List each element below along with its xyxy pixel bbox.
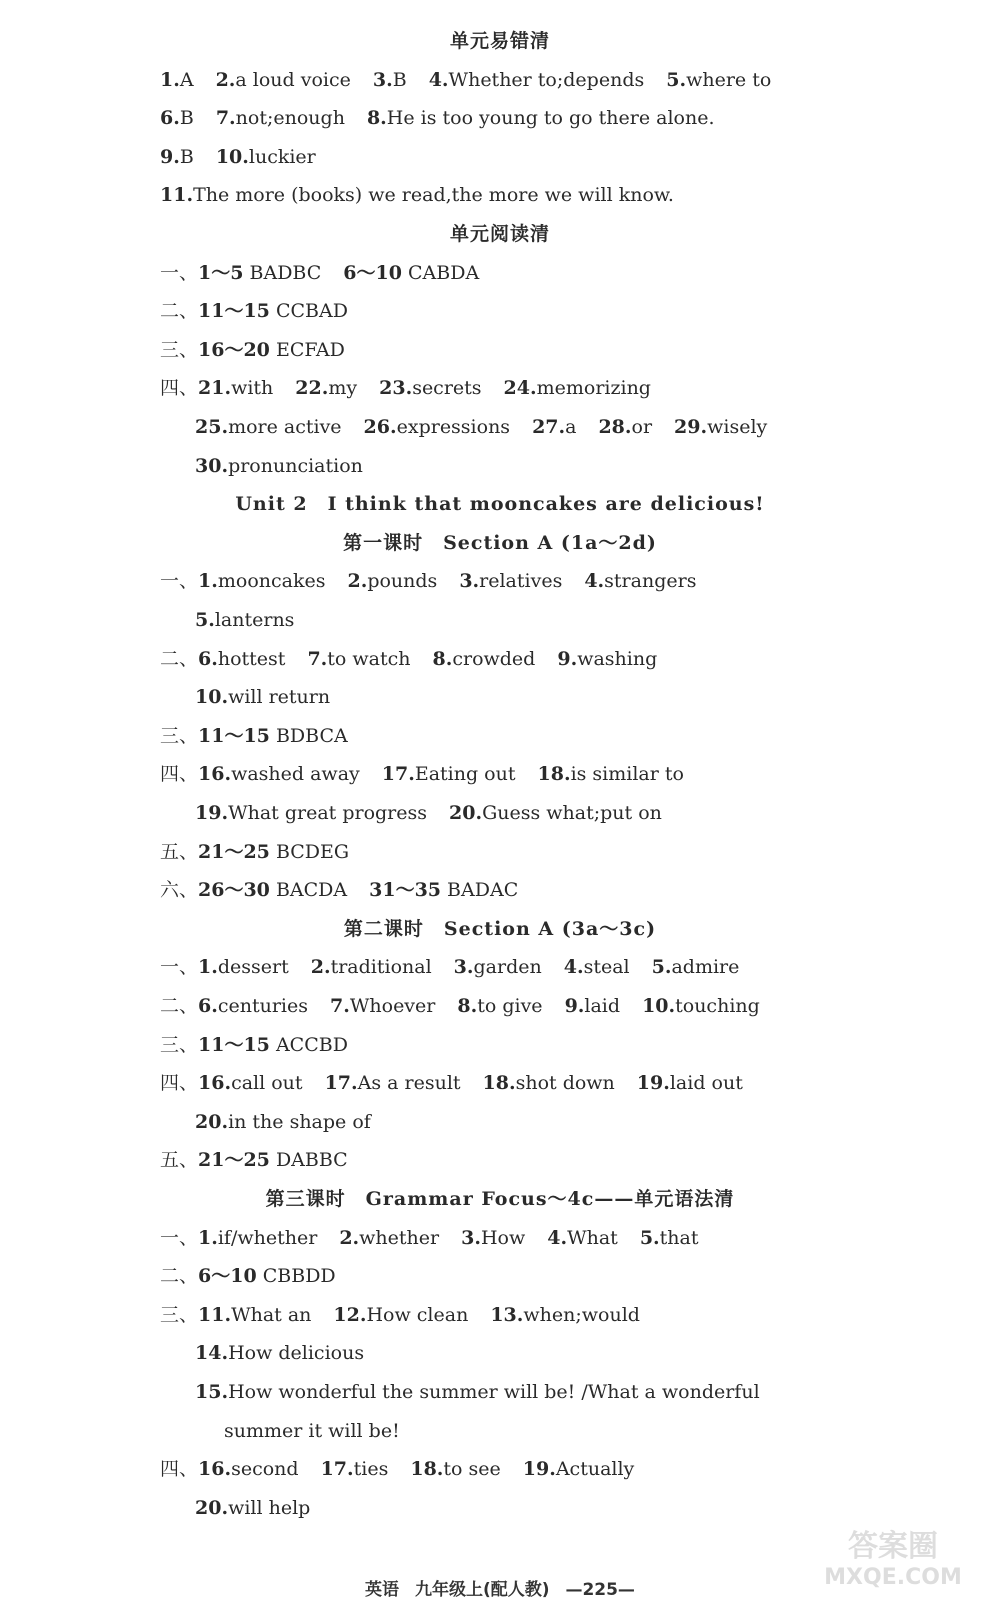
question-number: 18. [482,1072,516,1095]
question-number: 21～25 [198,1149,270,1172]
watermark-cn-text: 答案圈 [848,1529,938,1564]
question-group-prefix: 一、 [160,956,199,979]
answer-text: call out [231,1072,303,1095]
question-number: 4. [563,956,584,979]
question-number: 17. [381,763,415,786]
answer-line [160,644,1000,674]
answer-line [195,682,1000,712]
answer-text: How delicious [228,1342,365,1365]
answer-text: wisely [707,416,768,438]
answer-text: touching [675,995,760,1017]
answer-item [369,875,518,905]
question-group-prefix: 二、 [160,1265,199,1288]
question-number: 9. [160,145,180,168]
question-number: 26. [363,416,397,438]
question-group-prefix: 二、 [160,300,199,323]
answer-text: whether [359,1226,440,1249]
answer-item [198,373,273,403]
question-number: 2. [215,68,236,91]
answer-text: pounds [367,570,438,593]
answer-text: ACCBD [269,1033,348,1056]
answer-item [198,1145,348,1175]
question-number: 4. [428,68,449,91]
answer-item [325,1068,461,1098]
answer-text: or [631,416,653,438]
answer-text: washed away [231,763,360,786]
answer-item [333,1300,468,1330]
section-heading: 第三课时 Grammar Focus～4c——单元语法清 [265,1188,735,1210]
answer-line [160,952,1000,982]
answer-text: shot down [515,1072,615,1095]
question-number: 8. [366,107,387,130]
question-group-prefix: 四、 [160,1072,199,1095]
question-number: 27. [532,416,566,438]
answer-item [429,65,645,95]
answer-text: will return [228,686,331,709]
answer-line [160,1145,1000,1175]
question-number: 22. [295,377,329,400]
answer-text: expressions [396,416,511,438]
answer-text: What [567,1226,618,1249]
answer-item [216,142,316,172]
question-number: 16. [198,763,232,786]
question-group-prefix: 一、 [160,1226,199,1249]
answer-item [343,258,479,288]
answer-item [490,1300,640,1330]
answer-text: relatives [479,570,563,593]
answer-item [433,644,536,674]
answer-line [195,605,1000,635]
answer-item [198,721,348,751]
answer-line [160,335,1000,365]
question-group-prefix: 三、 [160,724,199,747]
answer-line [160,875,1000,905]
answer-text: B [392,68,407,91]
answer-text: summer it will be! [224,1419,400,1442]
answer-text: Whoever [349,995,436,1017]
question-number: 18. [410,1458,444,1481]
answer-text: is similar to [570,763,684,786]
question-number: 13. [490,1303,524,1326]
question-number: 14. [195,1342,229,1365]
answer-item [195,412,342,442]
question-group-prefix: 三、 [160,1303,199,1326]
answer-text: CCBAD [269,300,348,323]
answer-text: not;enough [235,107,345,130]
answer-item [339,1223,439,1253]
question-number: 18. [537,763,571,786]
answer-item [198,1261,336,1291]
answer-text: What an [231,1303,312,1326]
answer-text: in the shape of [228,1110,371,1133]
answer-item [224,1416,400,1446]
question-number: 11～15 [198,300,270,323]
answer-text: washing [577,647,658,670]
question-number: 1. [198,570,218,593]
answer-item [198,759,360,789]
answer-text: laid out [669,1072,743,1095]
question-number: 11～15 [198,724,270,747]
question-number: 19. [195,802,229,824]
answer-line [195,1107,1000,1137]
answer-text: to see [443,1458,501,1481]
answer-item [483,1068,615,1098]
answer-item [504,373,651,403]
question-group-prefix: 四、 [160,1458,199,1481]
answer-item [216,65,351,95]
answer-item [198,1030,348,1060]
answer-line [160,180,1000,210]
answer-text: BDBCA [269,724,348,747]
answer-item [160,103,194,133]
answer-line [160,1068,1000,1098]
question-number: 17. [324,1072,358,1095]
answer-item [532,412,576,442]
answer-item [367,103,715,133]
question-number: 2. [339,1226,360,1249]
question-number: 11. [160,184,194,207]
question-number: 1～5 [198,261,244,284]
answer-item [160,180,674,210]
answer-item [195,1107,371,1137]
answer-item [459,566,562,596]
answer-text: strangers [604,570,697,593]
question-group-prefix: 三、 [160,338,199,361]
answer-text: where to [686,68,772,91]
question-number: 4. [584,570,605,593]
answer-text: pronunciation [228,454,363,477]
answer-item [311,952,432,982]
footer-subject: 英语 [365,1580,400,1600]
question-number: 3. [372,68,393,91]
answer-item [457,991,542,1021]
answer-item [652,952,740,982]
question-number: 21. [198,377,232,400]
answer-item [379,373,481,403]
question-number: 3. [453,956,474,979]
answer-line [160,566,1000,596]
question-number: 5. [666,68,687,91]
answer-item [640,1223,699,1253]
answer-item [198,258,321,288]
answer-text: BACDA [269,879,348,902]
question-number: 6～10 [198,1265,257,1288]
answer-text: Actually [555,1458,635,1481]
question-number: 26～30 [198,879,270,902]
answer-line [160,65,1000,95]
answer-text: my [328,377,358,400]
answer-text: luckier [248,145,316,168]
question-group-prefix: 四、 [160,763,199,786]
question-number: 16. [198,1458,232,1481]
question-number: 6～10 [343,261,402,284]
answer-line [224,1416,1000,1446]
question-number: 2. [310,956,331,979]
answer-item [410,1454,500,1484]
answer-item [198,991,308,1021]
question-number: 11～15 [198,1033,270,1056]
answer-item [382,759,516,789]
answer-line [195,1493,1000,1523]
answer-text: CABDA [401,261,480,284]
section-heading: Unit 2 I think that mooncakes are delicious! [235,493,765,516]
answer-item [565,991,621,1021]
question-number: 6. [198,647,218,670]
answer-item [195,1493,310,1523]
question-group-prefix: 二、 [160,647,199,670]
question-number: 10. [215,145,249,168]
question-group-prefix: 一、 [160,261,199,284]
question-number: 5. [651,956,672,979]
answer-item [195,1377,760,1407]
question-number: 3. [461,1226,481,1249]
answer-line [195,1377,1000,1407]
question-number: 7. [307,647,328,670]
watermark-url-text: MXQE.COM [824,1565,962,1590]
question-number: 5. [195,609,215,631]
question-group-prefix: 三、 [160,1033,199,1056]
answer-text: How clean [366,1303,469,1326]
answer-text: ECFAD [269,338,345,361]
answer-line [160,373,1000,403]
answer-line [195,798,1000,828]
question-number: 29. [674,416,708,438]
question-number: 31～35 [369,879,442,902]
answer-text: with [231,377,274,400]
answer-text: traditional [330,956,432,979]
question-number: 12. [333,1303,367,1326]
answer-item [321,1454,389,1484]
answer-item [198,875,347,905]
section-heading: 单元阅读清 [449,223,550,245]
answer-item [198,1223,317,1253]
answer-text: crowded [452,647,536,670]
question-number: 5. [639,1226,660,1249]
answer-text: to give [477,995,543,1017]
answer-text: hottest [217,647,286,670]
answer-line [160,1454,1000,1484]
answer-item [216,103,345,133]
answer-item [454,952,542,982]
question-number: 28. [598,416,632,438]
answer-line [160,296,1000,326]
answer-line [160,1223,1000,1253]
question-number: 20. [195,1496,229,1519]
answer-line [160,1261,1000,1291]
answer-text: laid [584,995,621,1017]
question-group-prefix: 二、 [160,995,199,1017]
answer-line [160,759,1000,789]
answer-text: a [565,416,577,438]
question-group-prefix: 六、 [160,879,199,902]
answer-item [666,65,771,95]
question-number: 30. [195,454,229,477]
question-number: 20. [449,802,483,824]
answer-line [160,142,1000,172]
answer-text: BADBC [243,261,322,284]
question-number: 25. [195,416,229,438]
question-number: 16. [198,1072,232,1095]
answer-item [547,1223,618,1253]
answer-text: when;would [523,1303,640,1326]
question-number: 11. [198,1303,232,1326]
answer-text: How wonderful the summer will be! /What a wonderful [228,1381,760,1403]
footer-page-number: —225— [565,1580,635,1600]
question-number: 1. [198,956,218,979]
answer-line [160,1030,1000,1060]
answer-item [584,566,696,596]
answer-item [198,644,285,674]
answer-text: will help [228,1496,311,1519]
answer-item [461,1223,525,1253]
question-number: 17. [320,1458,354,1481]
question-number: 3. [459,570,480,593]
answer-text: memorizing [536,377,651,400]
answer-line [160,258,1000,288]
answer-text: A [179,68,194,91]
question-group-prefix: 一、 [160,570,199,593]
question-number: 6. [160,107,180,130]
answer-item [160,65,194,95]
question-number: 4. [547,1226,568,1249]
answer-text: secrets [412,377,482,400]
answer-text: ties [353,1458,389,1481]
answer-text: B [179,107,194,130]
question-number: 1. [198,1226,218,1249]
question-number: 9. [557,647,578,670]
question-number: 8. [457,995,478,1017]
answer-text: CBBDD [256,1265,336,1288]
answer-text: garden [473,956,542,979]
answer-item [557,644,657,674]
answer-line [195,1338,1000,1368]
answer-text: He is too young to go there alone. [386,107,715,130]
answer-text: Whether to;depends [448,68,645,91]
question-group-prefix: 五、 [160,840,199,863]
answer-item [330,991,435,1021]
answer-item [373,65,407,95]
question-number: 8. [432,647,453,670]
answer-item [598,412,652,442]
question-number: 24. [503,377,537,400]
answer-line [160,1300,1000,1330]
answer-item [195,1338,364,1368]
answer-line [160,837,1000,867]
section-heading: 第二课时 Section A (3a～3c) [343,917,657,940]
answer-line [160,103,1000,133]
answer-text: more active [228,416,342,438]
answer-text: Guess what;put on [482,802,662,824]
answer-line [195,451,1000,481]
answer-line [160,721,1000,751]
answer-item [195,451,363,481]
answer-text: a loud voice [235,68,351,91]
answer-text: Eating out [414,763,516,786]
answer-text: lanterns [214,609,295,631]
answer-item [198,335,345,365]
question-number: 7. [330,995,350,1017]
question-number: 16～20 [198,338,270,361]
answer-item [523,1454,635,1484]
answer-item [198,837,349,867]
question-number: 10. [642,995,676,1017]
question-number: 9. [564,995,585,1017]
answer-item [364,412,511,442]
answer-text: B [179,145,194,168]
answer-item [198,1068,303,1098]
answer-item [642,991,760,1021]
answer-text: As a result [357,1072,461,1095]
footer-grade: 九年级上(配人教) [414,1580,550,1600]
answer-item [198,566,325,596]
question-number: 23. [379,377,413,400]
answer-text: The more (books) we read,the more we will know. [193,184,674,207]
answer-line [195,412,1000,442]
question-number: 15. [195,1381,229,1403]
question-number: 20. [195,1110,229,1133]
answer-item [195,798,427,828]
answer-item [307,644,410,674]
answer-item [198,296,348,326]
answer-text: BADAC [441,879,519,902]
question-number: 19. [522,1458,556,1481]
answer-item [538,759,684,789]
answer-text: DABBC [269,1149,348,1172]
answer-item [564,952,630,982]
question-number: 21～25 [198,840,270,863]
answer-text: steal [583,956,630,979]
answer-item [198,952,289,982]
answer-item [295,373,357,403]
answer-item [637,1068,743,1098]
answer-text: if/whether [217,1226,318,1249]
answer-item [674,412,767,442]
question-number: 7. [215,107,236,130]
answer-item [347,566,437,596]
section-heading: 单元易错清 [449,30,550,52]
answer-item [449,798,662,828]
answer-text: centuries [217,995,309,1017]
answer-text: What great progress [228,802,427,824]
question-number: 19. [636,1072,670,1095]
answer-item [198,1300,311,1330]
answer-line [160,991,1000,1021]
answer-item [195,682,330,712]
answer-item [195,605,294,635]
answer-item [198,1454,299,1484]
question-number: 2. [347,570,368,593]
watermark-logo [808,1522,978,1592]
question-group-prefix: 四、 [160,377,199,400]
question-group-prefix: 五、 [160,1149,199,1172]
question-number: 6. [198,995,218,1017]
answer-text: dessert [217,956,289,979]
answer-text: mooncakes [217,570,326,593]
section-heading: 第一课时 Section A (1a～2d) [343,531,657,554]
answer-text: second [231,1458,299,1481]
answer-text: How [480,1226,526,1249]
answer-text: admire [671,956,740,979]
answer-item [160,142,194,172]
question-number: 1. [160,68,180,91]
answer-text: to watch [327,647,411,670]
question-number: 10. [195,686,229,709]
answer-text: that [659,1226,699,1249]
answer-text: BCDEG [269,840,350,863]
